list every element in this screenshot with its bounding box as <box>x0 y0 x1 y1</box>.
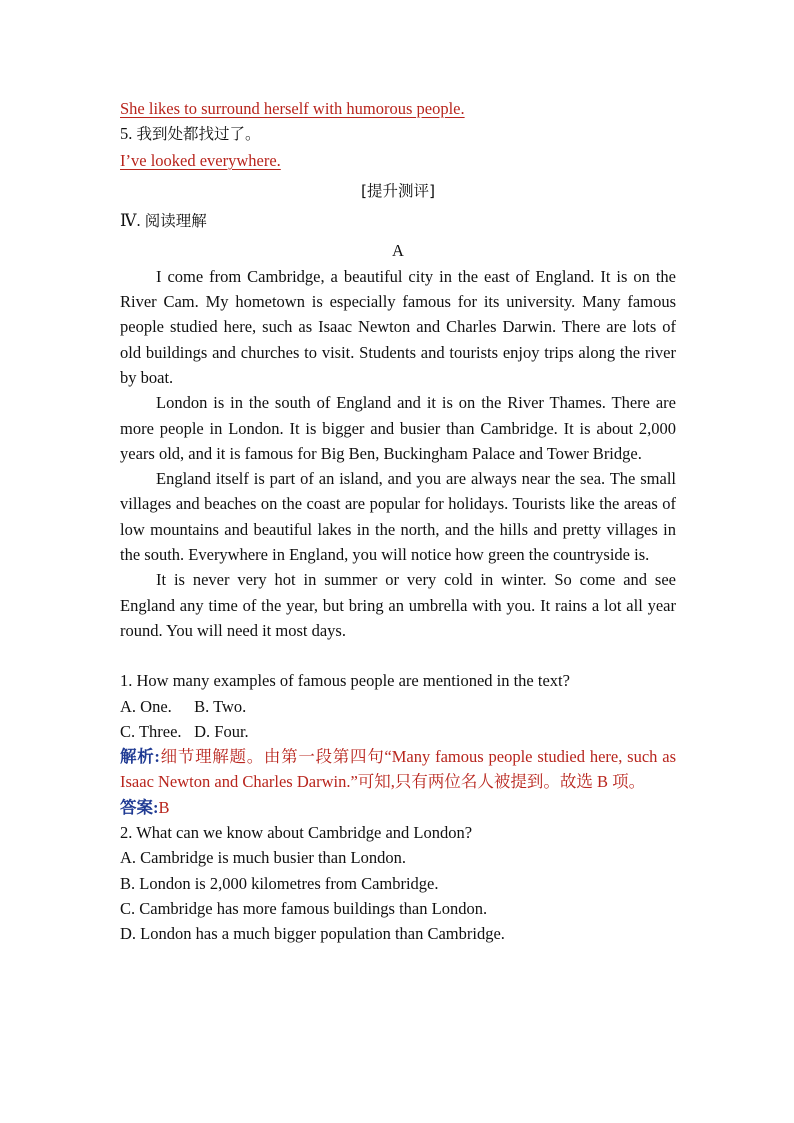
question-1-stem: 1. How many examples of famous people are mentioned in the text? <box>120 671 570 691</box>
document-page <box>120 96 676 947</box>
option-b: B. Two. <box>194 696 247 716</box>
question-5-prompt: 5. 我到处都找过了。 <box>120 124 261 144</box>
passage-paragraph-2: London is in the south of England and it is on the River Thames. There are more people in London. It is bigger and busier than Cambridge. It is about 2,000 years old, and it is famous for Big Ben, Buckingham Palace and Tower Bridge. <box>120 393 676 463</box>
question-2-stem: 2. What can we know about Cambridge and London? <box>120 823 473 843</box>
question-2-option-a: A. Cambridge is much busier than London. <box>120 848 406 868</box>
option-c: C. Three. <box>120 721 182 741</box>
part-heading: Ⅳ. 阅读理解 <box>120 211 207 231</box>
question-1-options-row-1 <box>120 694 676 719</box>
question-2-option-d: D. London has a much bigger population than Cambridge. <box>120 924 505 944</box>
question-5-answer: I’ve looked everywhere. <box>120 150 281 170</box>
option-a: A. One. <box>120 696 172 716</box>
question-2-option-b: B. London is 2,000 kilometres from Cambridge. <box>120 873 439 893</box>
passage-paragraph-1: I come from Cambridge, a beautiful city in the east of England. It is on the River Cam. My hometown is especially famous for its university. Many famous people studied here, such as Isaac Newton and Charles Darwin. There are lots of old buildings and churches to visit. Students and tourists enjoy trips along the river by boat. <box>120 266 676 387</box>
passage-paragraph-3: England itself is part of an island, and you are always near the sea. The small villages and beaches on the coast are popular for holidays. Tourists like the areas of low mountains and beautiful lakes in the north, and the hills and pretty villages in the south. Everywhere in England, you will notice how green the countryside is. <box>120 469 676 565</box>
previous-answer: She likes to surround herself with humorous people. <box>120 99 465 118</box>
passage-paragraph-4: It is never very hot in summer or very cold in winter. So come and see England any time of the year, but bring an umbrella with you. It rains a lot all year round. You will need it most days. <box>120 570 676 640</box>
question-1-options-row-2 <box>120 719 676 744</box>
question-1-answer: 答案:B <box>120 797 170 817</box>
question-1-analysis: 解析:细节理解题。由第一段第四句“Many famous people studied here, such as Isaac Newton and Charles Darwin.”可知,只有两位名人被提到。故选 B 项。 <box>120 747 677 792</box>
spacer <box>120 643 676 668</box>
option-d: D. Four. <box>194 721 249 741</box>
section-heading: [提升测评] <box>360 181 436 200</box>
passage-label: A <box>392 241 404 261</box>
question-2-option-c: C. Cambridge has more famous buildings than London. <box>120 898 488 918</box>
